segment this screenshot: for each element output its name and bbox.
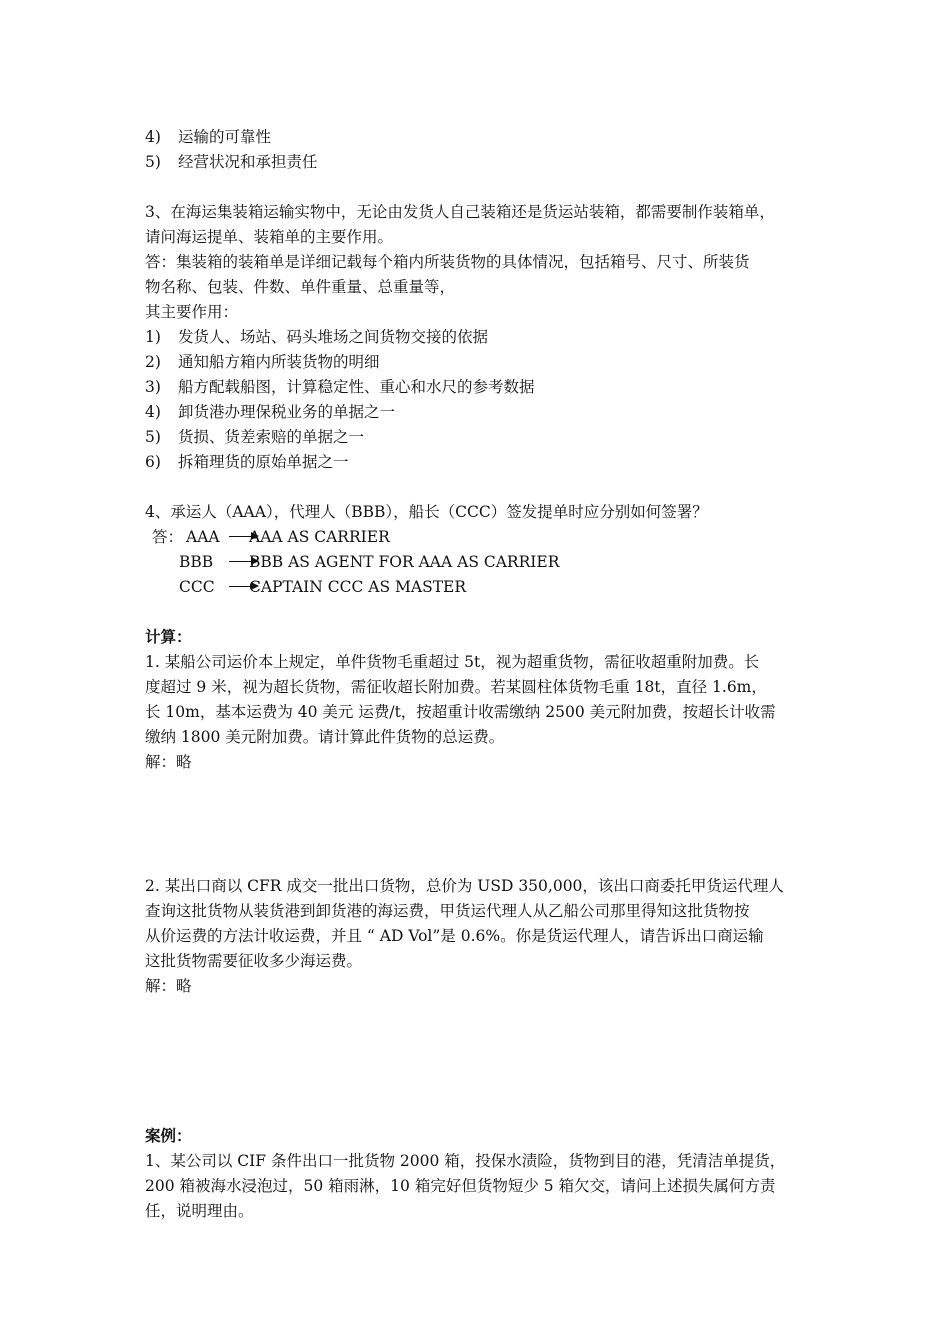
list-number: 1) (145, 328, 161, 346)
list-number: 4) (145, 403, 161, 421)
list-number: 6) (145, 453, 161, 471)
list-text: 通知船方箱内所装货物的明细 (178, 353, 380, 371)
list-text: 拆箱理货的原始单据之一 (178, 453, 349, 471)
list-text: 货损、货差索赔的单据之一 (178, 428, 365, 446)
paragraph-line: 这批货物需要征收多少海运费。 (145, 952, 363, 970)
list-item (145, 152, 318, 172)
signer-left: BBB (179, 553, 214, 571)
list-item (145, 327, 488, 347)
list-item (145, 427, 364, 447)
signer-left: CCC (179, 578, 215, 596)
signature-text: CAPTAIN CCC AS MASTER (249, 578, 467, 596)
paragraph-line: 1. 某船公司运价本上规定，单件货物毛重超过 5t，视为超重货物，需征收超重附加费。长 (145, 653, 760, 671)
paragraph-line: 200 箱被海水浸泡过，50 箱雨淋，10 箱完好但货物短少 5 箱欠交，请问上述损失属何方责 (145, 1177, 776, 1195)
list-number: 5) (145, 428, 161, 446)
paragraph-line: 从价运费的方法计收运费，并且 “ AD Vol”是 0.6%。你是货运代理人，请告诉出口商运输 (145, 927, 764, 945)
answer-4-prefix: 答： (152, 528, 184, 546)
list-item (145, 352, 380, 372)
answer-line: 解：略 (145, 753, 192, 771)
answer-line: 解：略 (145, 977, 192, 995)
section-heading-case: 案例： (145, 1126, 192, 1145)
list-item (145, 127, 271, 147)
list-number: 5) (145, 153, 161, 171)
list-item (145, 402, 395, 422)
list-text: 卸货港办理保税业务的单据之一 (178, 403, 396, 421)
list-item (145, 377, 535, 397)
section-heading-calc: 计算： (145, 627, 192, 646)
list-item (145, 452, 349, 472)
signer-left: AAA (186, 528, 220, 546)
list-text: 经营状况和承担责任 (178, 153, 318, 171)
answer-3-line-1: 答：集装箱的装箱单是详细记载每个箱内所装货物的具体情况，包括箱号、尺寸、所装货 (145, 253, 750, 271)
paragraph-line: 长 10m，基本运费为 40 美元 运费/t，按超重计收需缴纳 2500 美元附加费，按超长计收需 (145, 703, 776, 721)
answer-3-intro: 其主要作用： (145, 303, 239, 321)
list-text: 发货人、场站、码头堆场之间货物交接的依据 (178, 328, 489, 346)
question-4: 4、承运人（AAA），代理人（BBB），船长（CCC）签发提单时应分别如何签署？ (145, 503, 708, 521)
list-text: 船方配载船图，计算稳定性、重心和水尺的参考数据 (178, 378, 535, 396)
question-3-line-1: 3、在海运集装箱运输实物中，无论由发货人自己装箱还是货运站装箱，都需要制作装箱单， (145, 203, 775, 221)
paragraph-line: 度超过 9 米，视为超长货物，需征收超长附加费。若某圆柱体货物毛重 18t，直径 1.6m， (145, 678, 767, 696)
list-number: 3) (145, 378, 161, 396)
list-number: 4) (145, 128, 161, 146)
list-number: 2) (145, 353, 161, 371)
paragraph-line: 2. 某出口商以 CFR 成交一批出口货物，总价为 USD 350,000，该出口商委托甲货运代理人 (145, 877, 784, 895)
list-text: 运输的可靠性 (178, 128, 272, 146)
paragraph-line: 任，说明理由。 (145, 1202, 254, 1220)
paragraph-line: 1、某公司以 CIF 条件出口一批货物 2000 箱，投保水渍险，货物到目的港，凭清洁单提货， (145, 1152, 786, 1170)
question-3-line-2: 请问海运提单、装箱单的主要作用。 (145, 228, 394, 246)
answer-3-line-2: 物名称、包装、件数、单件重量、总重量等， (145, 278, 456, 296)
paragraph-line: 查询这批货物从装货港到卸货港的海运费，甲货运代理人从乙船公司那里得知这批货物按 (145, 902, 750, 920)
signature-text: BBB AS AGENT FOR AAA AS CARRIER (249, 553, 560, 571)
signature-text: AAA AS CARRIER (249, 528, 390, 546)
paragraph-line: 缴纳 1800 美元附加费。请计算此件货物的总运费。 (145, 728, 505, 746)
